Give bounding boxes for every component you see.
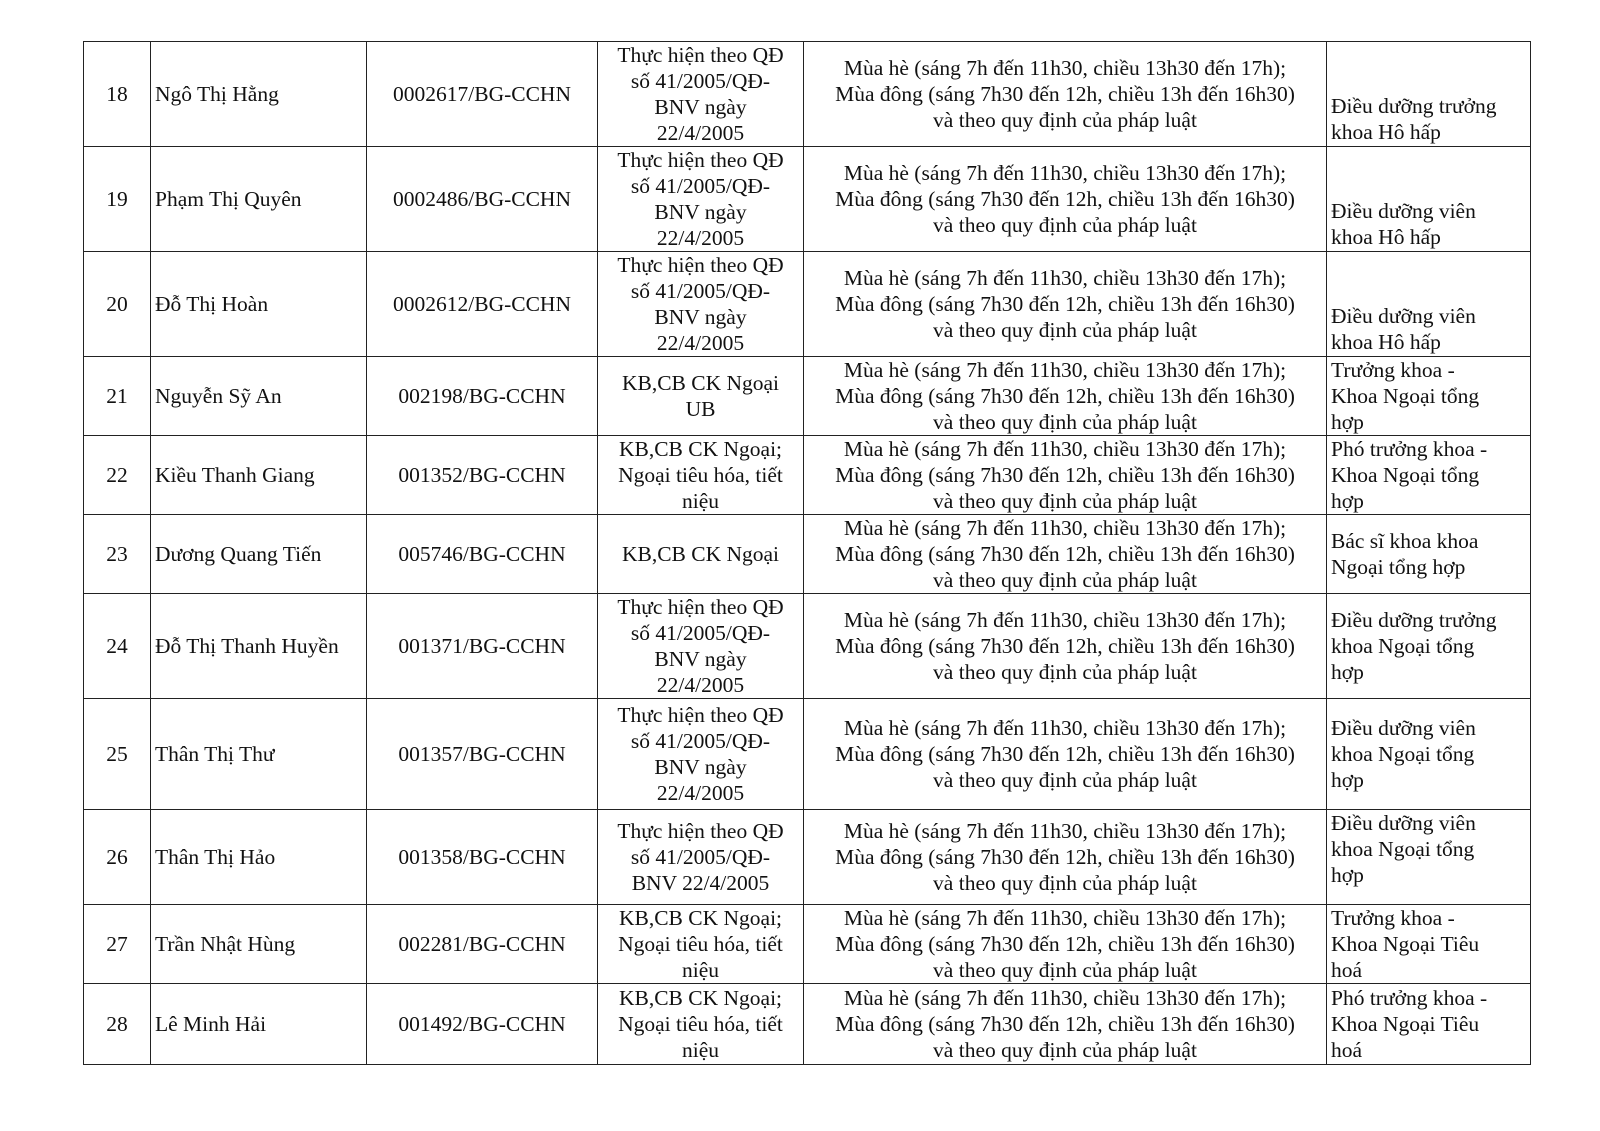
scope-line: 22/4/2005: [656, 226, 745, 250]
row-number: 26: [106, 845, 128, 869]
table-row: [84, 905, 1531, 984]
hours-cell: [804, 810, 1327, 905]
scope-line: Thực hiện theo QĐ: [617, 819, 784, 843]
position-line: Điều dưỡng viên: [1331, 199, 1476, 223]
hours-line: và theo quy định của pháp luật: [933, 958, 1197, 982]
row-number: 24: [106, 634, 128, 658]
certificate-number: 002281/BG-CCHN: [398, 932, 566, 956]
name-cell: [151, 984, 367, 1065]
scope-line: niệu: [681, 1038, 720, 1062]
scope-line: Thực hiện theo QĐ: [617, 253, 784, 277]
position-line: hợp: [1331, 768, 1364, 792]
hours-line: và theo quy định của pháp luật: [933, 871, 1197, 895]
position-line: khoa Ngoại tổng: [1331, 837, 1475, 861]
hours-cell: [804, 594, 1327, 699]
staff-name: Lê Minh Hải: [155, 1012, 267, 1036]
table-row: [84, 699, 1531, 810]
position-line: hoá: [1331, 958, 1363, 982]
position-line: Trưởng khoa -: [1331, 906, 1455, 930]
hours-line: Mùa đông (sáng 7h30 đến 12h, chiều 13h đến 16h30): [835, 292, 1295, 316]
staff-name: Dương Quang Tiến: [155, 542, 322, 566]
row-number: 22: [106, 463, 128, 487]
cert-cell: [367, 515, 598, 594]
position-cell: [1327, 699, 1531, 810]
certificate-number: 001352/BG-CCHN: [398, 463, 566, 487]
position-line: hợp: [1331, 489, 1364, 513]
certificate-number: 002198/BG-CCHN: [398, 384, 566, 408]
hours-cell: [804, 436, 1327, 515]
staff-name: Thân Thị Thư: [155, 742, 275, 766]
scope-line: 22/4/2005: [656, 781, 745, 805]
position-cell: [1327, 984, 1531, 1065]
hours-cell: [804, 515, 1327, 594]
row-number: 20: [106, 292, 128, 316]
staff-name: Đỗ Thị Hoàn: [155, 292, 269, 316]
scope-line: KB,CB CK Ngoại;: [618, 986, 783, 1010]
position-cell: [1327, 357, 1531, 436]
position-line: Phó trưởng khoa -: [1331, 437, 1488, 461]
scope-line: BNV ngày: [654, 305, 747, 329]
scope-line: số 41/2005/QĐ-: [630, 621, 771, 645]
position-line: khoa Hô hấp: [1331, 330, 1441, 354]
position-line: hợp: [1331, 660, 1364, 684]
name-cell: [151, 42, 367, 147]
row-number: 21: [106, 384, 128, 408]
cert-cell: [367, 810, 598, 905]
hours-line: và theo quy định của pháp luật: [933, 213, 1197, 237]
scope-line: Ngoại tiêu hóa, tiết: [618, 932, 783, 956]
position-line: Khoa Ngoại tổng: [1331, 384, 1480, 408]
scope-line: KB,CB CK Ngoại: [621, 371, 780, 395]
scope-line: KB,CB CK Ngoại;: [618, 437, 783, 461]
position-line: hợp: [1331, 863, 1364, 887]
staff-name: Kiều Thanh Giang: [155, 463, 315, 487]
hours-cell: [804, 905, 1327, 984]
hours-line: Mùa hè (sáng 7h đến 11h30, chiều 13h30 đến 17h);: [843, 906, 1287, 930]
row-number-cell: [84, 147, 151, 252]
name-cell: [151, 699, 367, 810]
table-row: [84, 42, 1531, 147]
staff-name: Phạm Thị Quyên: [155, 187, 302, 211]
cert-cell: [367, 905, 598, 984]
hours-line: Mùa hè (sáng 7h đến 11h30, chiều 13h30 đến 17h);: [843, 358, 1287, 382]
name-cell: [151, 252, 367, 357]
scope-line: số 41/2005/QĐ-: [630, 729, 771, 753]
scope-line: KB,CB CK Ngoại: [621, 542, 780, 566]
position-line: Phó trưởng khoa -: [1331, 986, 1488, 1010]
scope-line: số 41/2005/QĐ-: [630, 69, 771, 93]
hours-line: Mùa đông (sáng 7h30 đến 12h, chiều 13h đến 16h30): [835, 1012, 1295, 1036]
table-row: [84, 810, 1531, 905]
cert-cell: [367, 984, 598, 1065]
hours-line: và theo quy định của pháp luật: [933, 1038, 1197, 1062]
position-line: hoá: [1331, 1038, 1363, 1062]
hours-cell: [804, 984, 1327, 1065]
position-cell: [1327, 515, 1531, 594]
scope-cell: [598, 984, 804, 1065]
hours-line: Mùa đông (sáng 7h30 đến 12h, chiều 13h đến 16h30): [835, 742, 1295, 766]
hours-cell: [804, 42, 1327, 147]
scope-cell: [598, 905, 804, 984]
hours-line: và theo quy định của pháp luật: [933, 768, 1197, 792]
scope-line: 22/4/2005: [656, 673, 745, 697]
hours-cell: [804, 357, 1327, 436]
scope-cell: [598, 252, 804, 357]
staff-table-body: [84, 42, 1531, 1065]
scope-cell: [598, 594, 804, 699]
scope-line: Thực hiện theo QĐ: [617, 148, 784, 172]
position-line: khoa Ngoại tổng: [1331, 742, 1475, 766]
cert-cell: [367, 357, 598, 436]
row-number: 28: [106, 1012, 128, 1036]
hours-line: Mùa hè (sáng 7h đến 11h30, chiều 13h30 đến 17h);: [843, 161, 1287, 185]
scope-cell: [598, 357, 804, 436]
cert-cell: [367, 147, 598, 252]
staff-name: Thân Thị Hảo: [155, 845, 276, 869]
hours-line: Mùa hè (sáng 7h đến 11h30, chiều 13h30 đến 17h);: [843, 266, 1287, 290]
position-cell: [1327, 810, 1531, 905]
hours-line: Mùa đông (sáng 7h30 đến 12h, chiều 13h đến 16h30): [835, 463, 1295, 487]
scope-line: KB,CB CK Ngoại;: [618, 906, 783, 930]
row-number-cell: [84, 436, 151, 515]
position-line: Khoa Ngoại Tiêu: [1331, 1012, 1480, 1036]
row-number: 25: [106, 742, 128, 766]
scope-cell: [598, 699, 804, 810]
scope-cell: [598, 810, 804, 905]
scope-line: niệu: [681, 958, 720, 982]
position-line: Khoa Ngoại tổng: [1331, 463, 1480, 487]
table-row: [84, 252, 1531, 357]
hours-line: Mùa hè (sáng 7h đến 11h30, chiều 13h30 đến 17h);: [843, 716, 1287, 740]
hours-line: Mùa đông (sáng 7h30 đến 12h, chiều 13h đến 16h30): [835, 187, 1295, 211]
position-line: khoa Hô hấp: [1331, 225, 1441, 249]
certificate-number: 001371/BG-CCHN: [398, 634, 566, 658]
position-cell: [1327, 147, 1531, 252]
certificate-number: 001492/BG-CCHN: [398, 1012, 566, 1036]
hours-line: Mùa hè (sáng 7h đến 11h30, chiều 13h30 đến 17h);: [843, 516, 1287, 540]
hours-line: Mùa đông (sáng 7h30 đến 12h, chiều 13h đến 16h30): [835, 845, 1295, 869]
scope-line: BNV ngày: [654, 647, 747, 671]
position-line: hợp: [1331, 410, 1364, 434]
cert-cell: [367, 436, 598, 515]
staff-name: Trần Nhật Hùng: [155, 932, 296, 956]
position-cell: [1327, 905, 1531, 984]
certificate-number: 005746/BG-CCHN: [398, 542, 566, 566]
position-line: Trưởng khoa -: [1331, 358, 1455, 382]
position-line: Điều dưỡng viên: [1331, 716, 1476, 740]
name-cell: [151, 810, 367, 905]
hours-line: Mùa hè (sáng 7h đến 11h30, chiều 13h30 đến 17h);: [843, 608, 1287, 632]
position-line: khoa Ngoại tổng: [1331, 634, 1475, 658]
scope-line: số 41/2005/QĐ-: [630, 845, 771, 869]
scope-line: Thực hiện theo QĐ: [617, 703, 784, 727]
name-cell: [151, 594, 367, 699]
row-number-cell: [84, 252, 151, 357]
scope-line: BNV 22/4/2005: [631, 871, 770, 895]
hours-line: Mùa đông (sáng 7h30 đến 12h, chiều 13h đến 16h30): [835, 82, 1295, 106]
row-number-cell: [84, 699, 151, 810]
hours-line: Mùa hè (sáng 7h đến 11h30, chiều 13h30 đến 17h);: [843, 986, 1287, 1010]
position-line: Ngoại tổng hợp: [1331, 555, 1466, 579]
position-line: Điều dưỡng viên: [1331, 304, 1476, 328]
row-number: 27: [106, 932, 128, 956]
table-row: [84, 357, 1531, 436]
row-number-cell: [84, 905, 151, 984]
position-line: Điều dưỡng trưởng: [1331, 94, 1497, 118]
scope-line: Ngoại tiêu hóa, tiết: [618, 1012, 783, 1036]
scope-cell: [598, 515, 804, 594]
scope-line: UB: [685, 397, 716, 421]
row-number: 23: [106, 542, 128, 566]
certificate-number: 0002617/BG-CCHN: [393, 82, 571, 106]
position-cell: [1327, 42, 1531, 147]
name-cell: [151, 436, 367, 515]
table-row: [84, 147, 1531, 252]
row-number-cell: [84, 594, 151, 699]
scope-line: BNV ngày: [654, 755, 747, 779]
cert-cell: [367, 594, 598, 699]
hours-cell: [804, 147, 1327, 252]
scope-line: Thực hiện theo QĐ: [617, 43, 784, 67]
hours-line: Mùa đông (sáng 7h30 đến 12h, chiều 13h đến 16h30): [835, 634, 1295, 658]
cert-cell: [367, 252, 598, 357]
hours-line: Mùa hè (sáng 7h đến 11h30, chiều 13h30 đến 17h);: [843, 56, 1287, 80]
scope-cell: [598, 436, 804, 515]
scope-line: số 41/2005/QĐ-: [630, 174, 771, 198]
hours-line: Mùa đông (sáng 7h30 đến 12h, chiều 13h đến 16h30): [835, 384, 1295, 408]
position-line: khoa Hô hấp: [1331, 120, 1441, 144]
position-line: Điều dưỡng trưởng: [1331, 608, 1497, 632]
position-line: Khoa Ngoại Tiêu: [1331, 932, 1480, 956]
name-cell: [151, 515, 367, 594]
position-cell: [1327, 436, 1531, 515]
position-cell: [1327, 594, 1531, 699]
hours-line: và theo quy định của pháp luật: [933, 318, 1197, 342]
position-line: Điều dưỡng viên: [1331, 811, 1476, 835]
hours-line: và theo quy định của pháp luật: [933, 410, 1197, 434]
name-cell: [151, 905, 367, 984]
scope-line: BNV ngày: [654, 95, 747, 119]
scope-line: Ngoại tiêu hóa, tiết: [618, 463, 783, 487]
name-cell: [151, 357, 367, 436]
row-number-cell: [84, 42, 151, 147]
table-row: [84, 984, 1531, 1065]
staff-name: Nguyễn Sỹ An: [155, 384, 282, 408]
hours-line: và theo quy định của pháp luật: [933, 568, 1197, 592]
scope-line: 22/4/2005: [656, 121, 745, 145]
hours-line: Mùa hè (sáng 7h đến 11h30, chiều 13h30 đến 17h);: [843, 819, 1287, 843]
hours-cell: [804, 252, 1327, 357]
hours-cell: [804, 699, 1327, 810]
hours-line: và theo quy định của pháp luật: [933, 489, 1197, 513]
position-cell: [1327, 252, 1531, 357]
row-number-cell: [84, 984, 151, 1065]
row-number: 19: [106, 187, 128, 211]
scope-line: BNV ngày: [654, 200, 747, 224]
scope-line: số 41/2005/QĐ-: [630, 279, 771, 303]
scope-line: 22/4/2005: [656, 331, 745, 355]
position-line: Bác sĩ khoa khoa: [1331, 529, 1479, 553]
table-row: [84, 594, 1531, 699]
row-number-cell: [84, 810, 151, 905]
certificate-number: 001358/BG-CCHN: [398, 845, 566, 869]
certificate-number: 001357/BG-CCHN: [398, 742, 566, 766]
hours-line: Mùa hè (sáng 7h đến 11h30, chiều 13h30 đến 17h);: [843, 437, 1287, 461]
name-cell: [151, 147, 367, 252]
scope-cell: [598, 147, 804, 252]
table-row: [84, 436, 1531, 515]
scope-line: niệu: [681, 489, 720, 513]
staff-table: [83, 41, 1531, 1065]
row-number-cell: [84, 515, 151, 594]
row-number: 18: [106, 82, 128, 106]
staff-name: Đỗ Thị Thanh Huyền: [155, 634, 339, 658]
row-number-cell: [84, 357, 151, 436]
hours-line: Mùa đông (sáng 7h30 đến 12h, chiều 13h đến 16h30): [835, 932, 1295, 956]
staff-name: Ngô Thị Hằng: [155, 82, 279, 106]
hours-line: và theo quy định của pháp luật: [933, 660, 1197, 684]
table-row: [84, 515, 1531, 594]
scope-cell: [598, 42, 804, 147]
cert-cell: [367, 42, 598, 147]
cert-cell: [367, 699, 598, 810]
hours-line: và theo quy định của pháp luật: [933, 108, 1197, 132]
certificate-number: 0002612/BG-CCHN: [393, 292, 571, 316]
scope-line: Thực hiện theo QĐ: [617, 595, 784, 619]
hours-line: Mùa đông (sáng 7h30 đến 12h, chiều 13h đến 16h30): [835, 542, 1295, 566]
certificate-number: 0002486/BG-CCHN: [393, 187, 571, 211]
